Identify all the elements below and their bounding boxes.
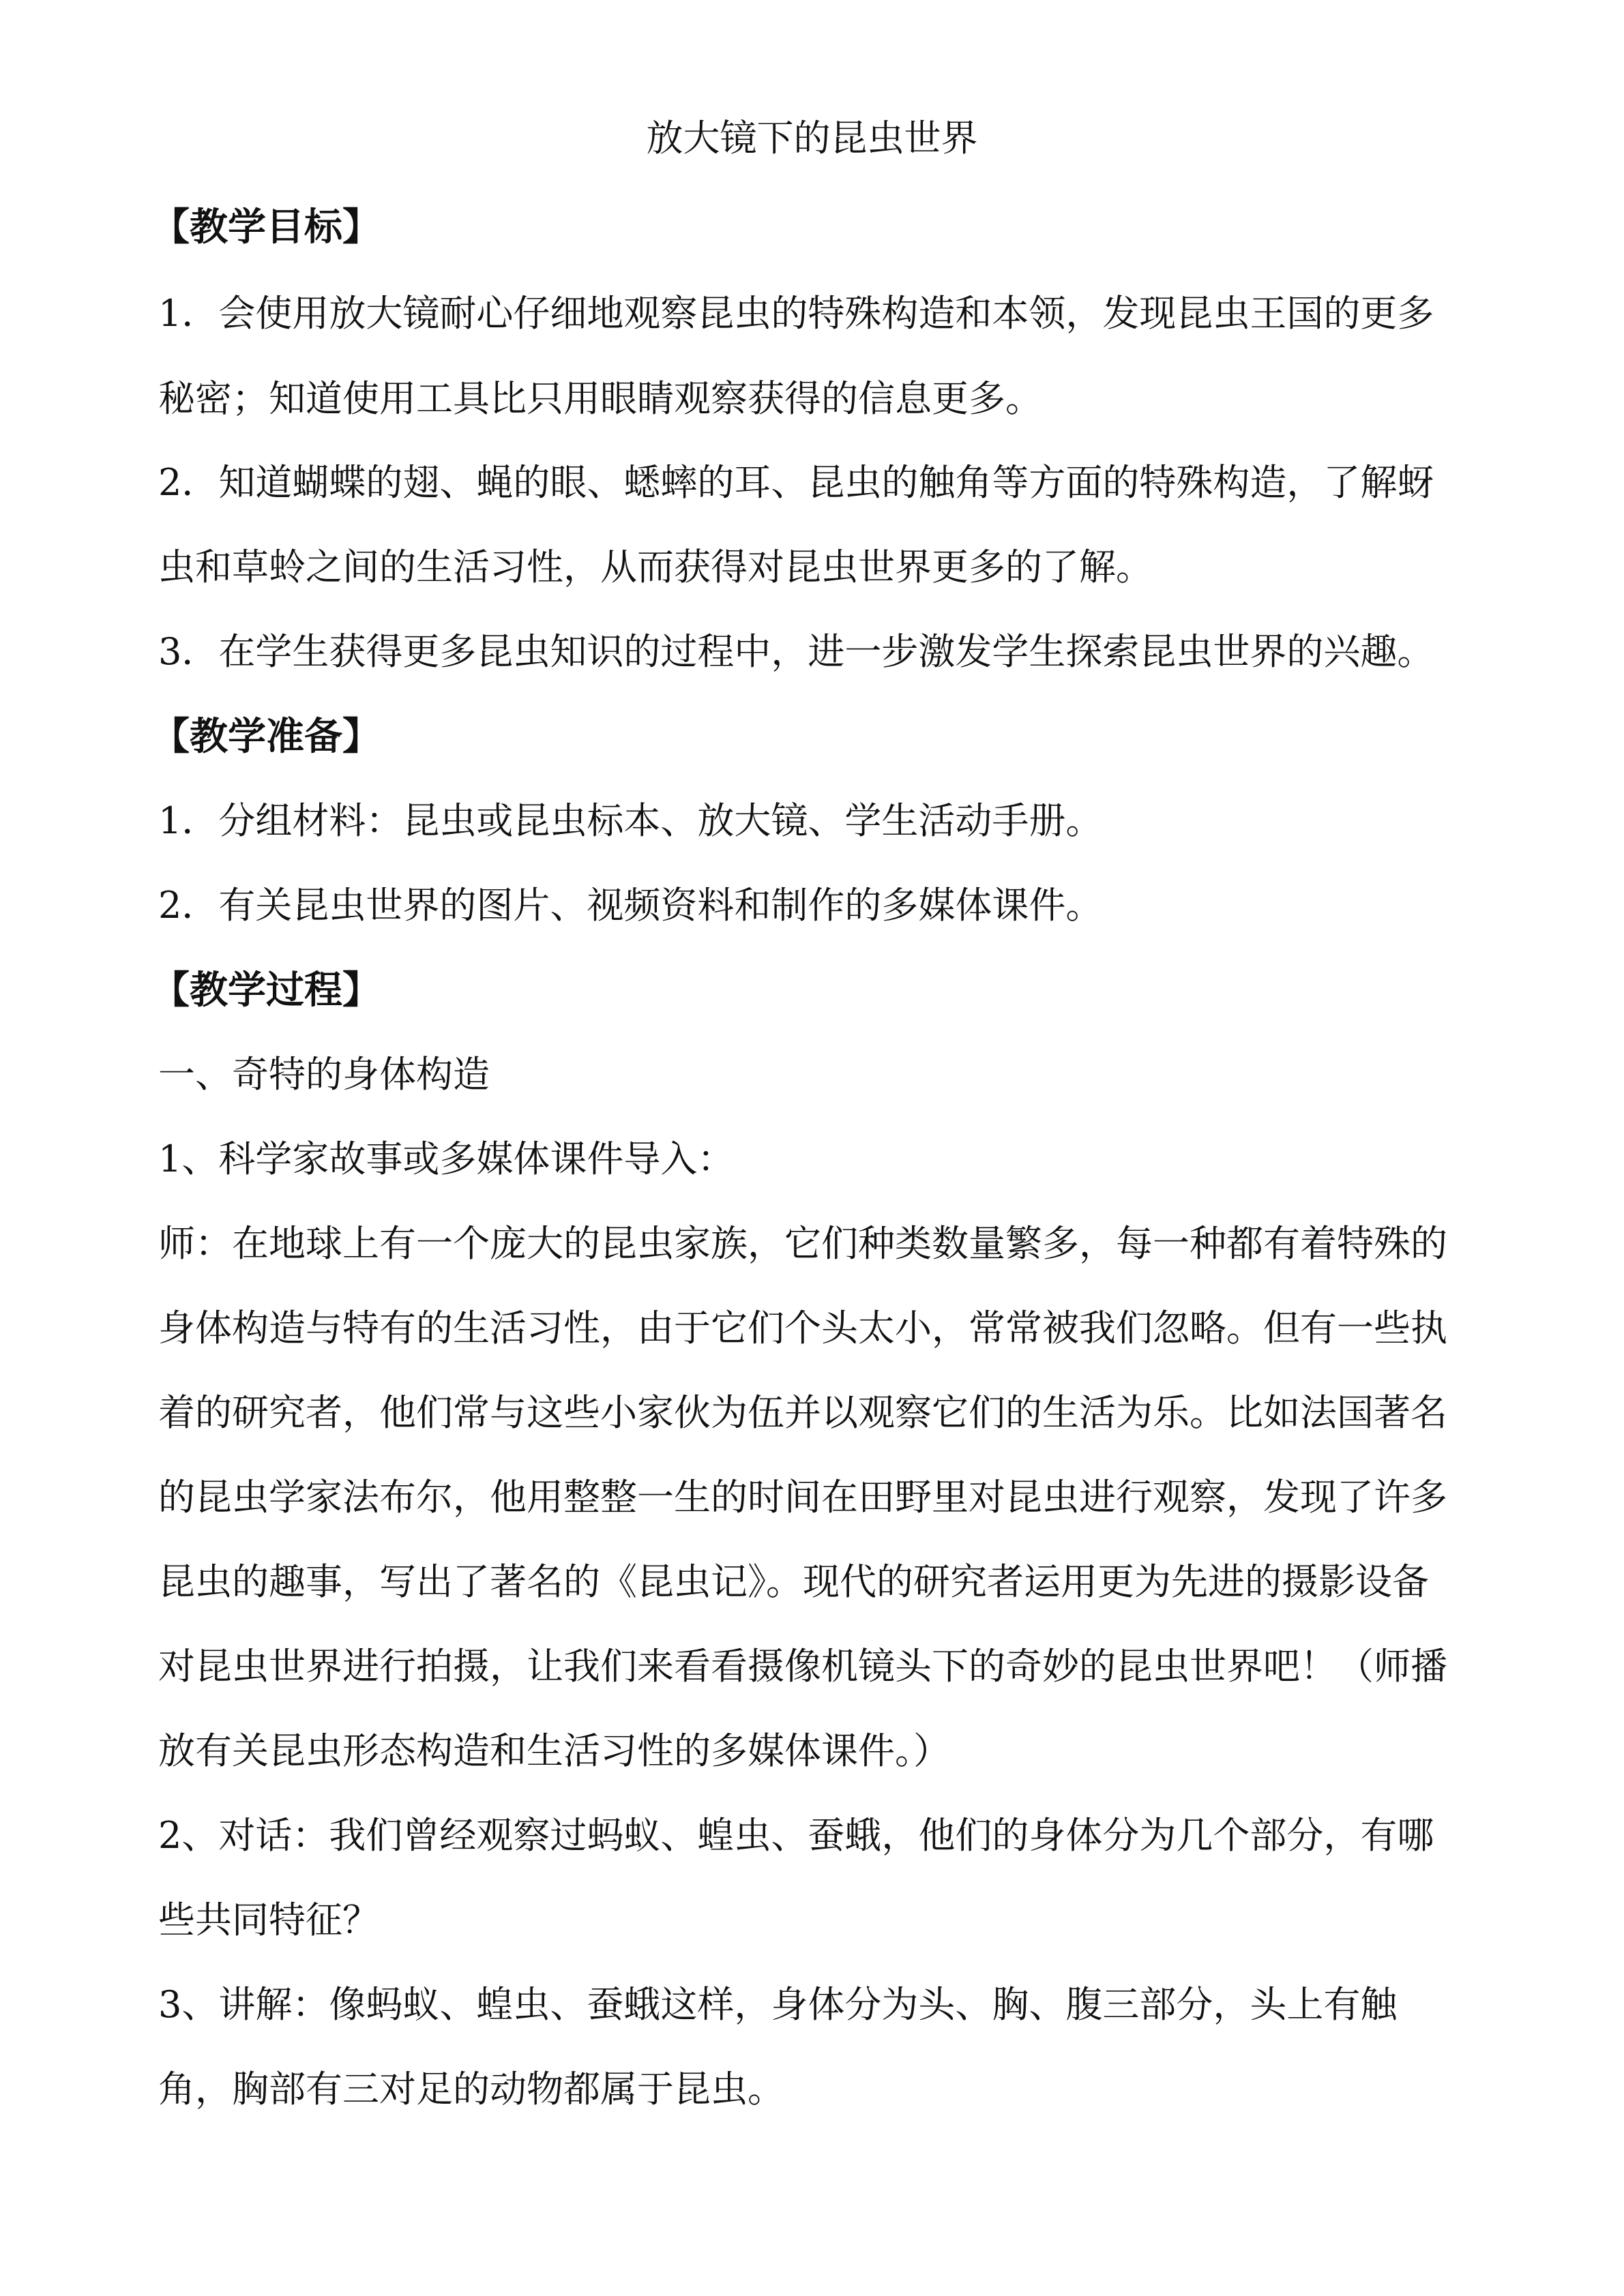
objective-2-line-2: 虫和草蛉之间的生活习性，从而获得对昆虫世界更多的了解。 [158,546,1153,588]
section-heading-preparation: 【教学准备】 [151,714,381,759]
step-3-line-2: 角，胸部有三对足的动物都属于昆虫。 [158,2068,784,2111]
step-2-line-1: 2、对话：我们曾经观察过蚂蚁、蝗虫、蚕蛾，他们的身体分为几个部分，有哪 [158,1814,1434,1857]
objective-2-line-1: 2．知道蝴蝶的翅、蝇的眼、蟋蟀的耳、昆虫的触角等方面的特殊构造，了解蚜 [158,461,1434,504]
preparation-2: 2．有关昆虫世界的图片、视频资料和制作的多媒体课件。 [158,884,1103,927]
subsection-body-structure: 一、奇特的身体构造 [158,1053,490,1096]
objective-3: 3．在学生获得更多昆虫知识的过程中，进一步激发学生探索昆虫世界的兴趣。 [158,630,1434,673]
preparation-1: 1．分组材料：昆虫或昆虫标本、放大镜、学生活动手册。 [158,799,1103,842]
section-heading-objectives: 【教学目标】 [151,205,381,250]
teacher-paragraph-line-2: 身体构造与特有的生活习性，由于它们个头太小，常常被我们忽略。但有一些执 [158,1307,1447,1350]
step-2-line-2: 些共同特征？ [158,1898,379,1941]
teacher-paragraph-line-1: 师：在地球上有一个庞大的昆虫家族，它们种类数量繁多，每一种都有着特殊的 [158,1222,1447,1265]
teacher-paragraph-line-5: 昆虫的趣事，写出了著名的《昆虫记》。现代的研究者运用更为先进的摄影设备 [158,1560,1429,1603]
step-1-intro: 1、科学家故事或多媒体课件导入： [158,1137,735,1180]
objective-1-line-1: 1．会使用放大镜耐心仔细地观察昆虫的特殊构造和本领，发现昆虫王国的更多 [158,292,1434,335]
section-heading-process: 【教学过程】 [151,968,381,1013]
teacher-paragraph-line-3: 着的研究者，他们常与这些小家伙为伍并以观察它们的生活为乐。比如法国著名 [158,1391,1447,1434]
teacher-paragraph-line-7: 放有关昆虫形态构造和生活习性的多媒体课件。） [158,1729,950,1772]
teacher-paragraph-line-4: 的昆虫学家法布尔，他用整整一生的时间在田野里对昆虫进行观察，发现了许多 [158,1476,1447,1519]
document-title: 放大镜下的昆虫世界 [646,117,978,160]
teacher-paragraph-line-6: 对昆虫世界进行拍摄，让我们来看看摄像机镜头下的奇妙的昆虫世界吧！（师播 [158,1645,1447,1688]
step-3-line-1: 3、讲解：像蚂蚁、蝗虫、蚕蛾这样，身体分为头、胸、腹三部分，头上有触 [158,1983,1398,2026]
objective-1-line-2: 秘密；知道使用工具比只用眼睛观察获得的信息更多。 [158,377,1042,420]
